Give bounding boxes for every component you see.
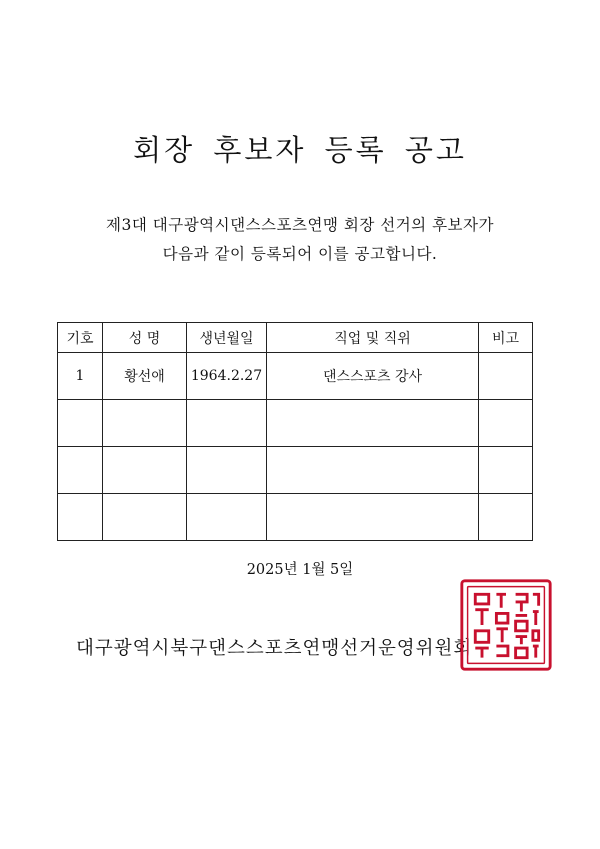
cell-number [58,447,103,494]
header-remarks: 비고 [479,323,533,353]
cell-name: 황선애 [103,353,187,400]
header-name: 성 명 [103,323,187,353]
cell-occupation [267,447,479,494]
official-seal-icon [458,577,554,673]
table-row [58,447,533,494]
issuer-name: 대구광역시북구댄스스포츠연맹선거운영위원회 [76,638,473,659]
cell-name [103,447,187,494]
cell-occupation: 댄스스포츠 강사 [267,353,479,400]
intro-line-2: 다음과 같이 등록되어 이를 공고합니다. [162,245,438,263]
table-row [58,494,533,541]
header-number: 기호 [58,323,103,353]
document-title: 회장 후보자 등록 공고 [133,133,467,167]
cell-remarks [479,494,533,541]
cell-number [58,400,103,447]
cell-name [103,400,187,447]
cell-remarks [479,447,533,494]
cell-birthdate: 1964.2.27 [187,353,267,400]
table-row [58,400,533,447]
cell-occupation [267,494,479,541]
cell-occupation [267,400,479,447]
header-occupation: 직업 및 직위 [267,323,479,353]
header-birthdate: 생년월일 [187,323,267,353]
table-header-row [58,323,533,353]
intro-line-1: 제3대 대구광역시댄스스포츠연맹 회장 선거의 후보자가 [106,216,494,234]
cell-birthdate [187,447,267,494]
cell-remarks [479,353,533,400]
cell-number: 1 [58,353,103,400]
cell-birthdate [187,400,267,447]
table-row [58,353,533,400]
candidate-table [57,322,533,541]
document-date: 2025년 1월 5일 [246,562,354,578]
cell-birthdate [187,494,267,541]
cell-number [58,494,103,541]
cell-remarks [479,400,533,447]
cell-name [103,494,187,541]
